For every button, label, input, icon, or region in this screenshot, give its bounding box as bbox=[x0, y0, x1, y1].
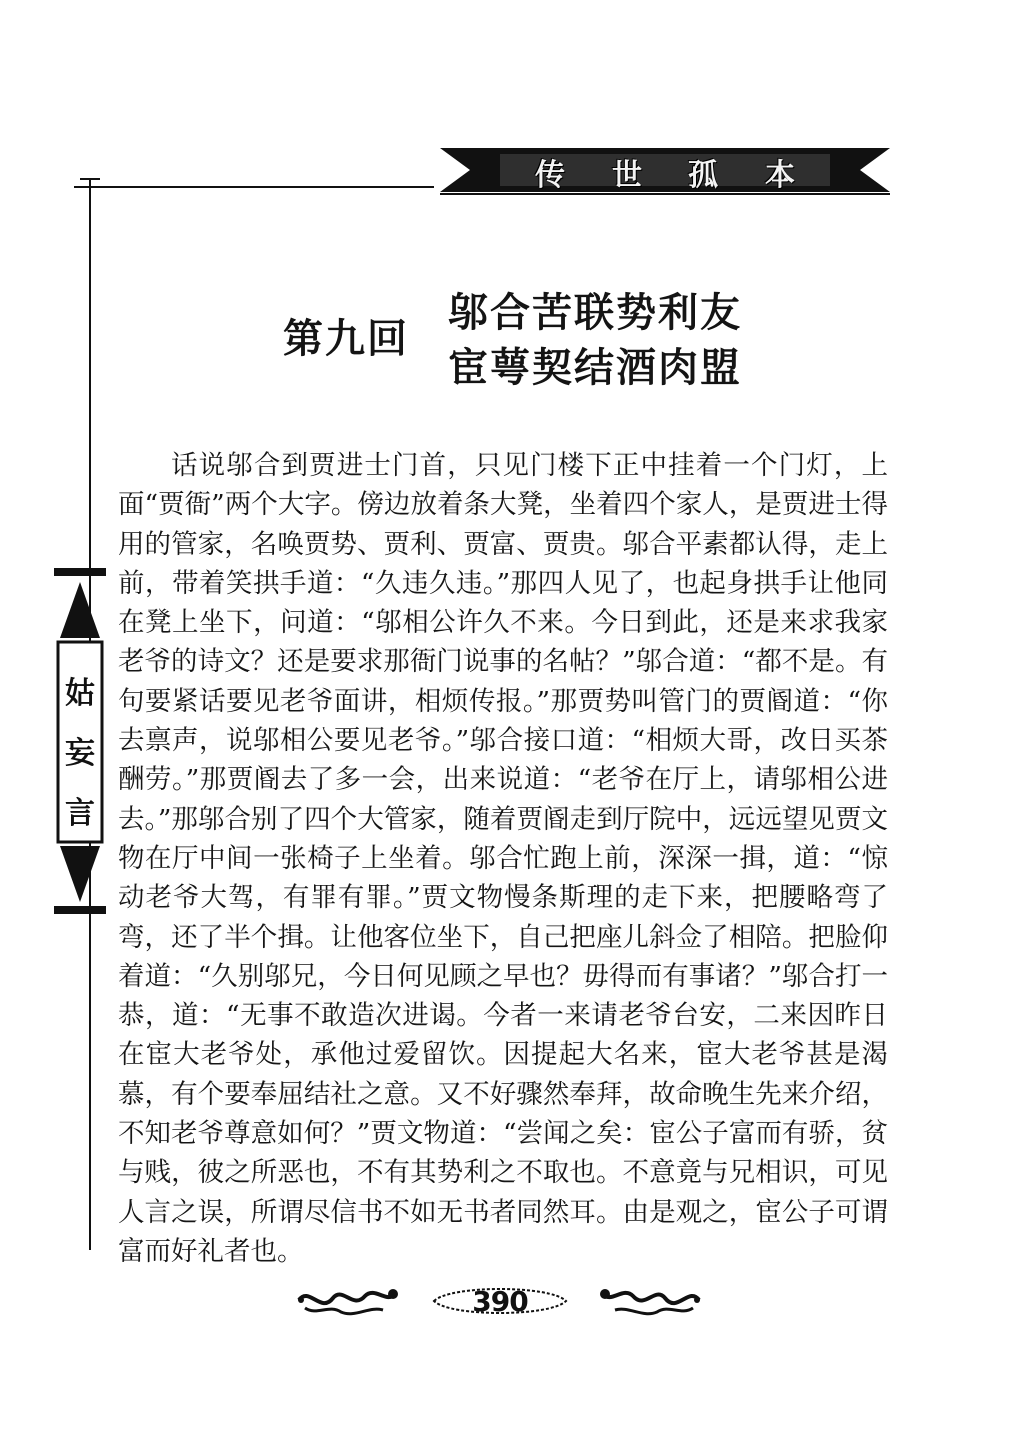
dragon-ornament-right-icon bbox=[598, 1280, 703, 1320]
down-arrow-icon bbox=[60, 846, 100, 902]
side-title-char: 姑 bbox=[65, 676, 95, 711]
up-arrow-icon bbox=[60, 582, 100, 638]
series-title-char: 世 bbox=[612, 158, 642, 193]
series-title-char: 本 bbox=[765, 158, 795, 193]
series-banner bbox=[440, 144, 890, 196]
side-title-char: 言 bbox=[65, 796, 95, 831]
side-title-char: 妄 bbox=[65, 736, 95, 771]
chapter-title-line-2: 宦萼契结酒肉盟 bbox=[448, 345, 742, 391]
dragon-ornament-left-icon bbox=[295, 1280, 400, 1320]
header-rule bbox=[74, 186, 434, 188]
body-paragraph: 话说邬合到贾进士门首，只见门楼下正中挂着一个门灯，上面“贾衙”两个大字。傍边放着条大凳，坐着四个家人，是贾进士得用的管家，名唤贾势、贾利、贾富、贾贵。邬合平素都认得，走上前，带着笑拱手道：“久违久违。”那四人见了，也起身拱手让他同在凳上坐下，问道：“邬相公许久不来。今日到此，还是来求我家老爷的诗文？还是要求那衙门说事的名帖？”邬合道：“都不是。有句要紧话要见老爷面讲，相烦传报。”那贾势叫管门的贾阍道：“你去禀声，说邬相公要见老爷。”邬合接口道：“相烦大哥，改日买茶酬劳。”那贾阍去了多一会，出来说道：“老爷在厅上，请邬相公进去。”那邬合别了四个大管家，随着贾阍走到厅院中，远远望见贾文物在厅中间一张椅子上坐着。邬合忙跑上前，深深一揖，道：“惊动老爷大驾，有罪有罪。”贾文物慢条斯理的走下来，把腰略弯了弯，还了半个揖。让他客位坐下，自己把座儿斜佥了相陪。把脸仰着道：“久别邬兄，今日何见顾之早也？毋得而有事诸？”邬合打一恭，道：“无事不敢造次进谒。今者一来请老爷台安，二来因昨日在宦大老爷处，承他过爱留饮。因提起大名来，宦大老爷甚是渴慕，有个要奉屈结社之意。又不好骤然奉拜，故命晚生先来介绍，不知老爷尊意如何？”贾文物道：“尝闻之矣：宦公子富而有骄，贫与贱，彼之所恶也，不有其势利之不取也。不意竟与兄相识，可见人言之误，所谓尽信书不如无书者同然耳。由是观之，宦公子可谓富而好礼者也。 bbox=[118, 450, 888, 1267]
page-number: 390 bbox=[472, 1285, 528, 1318]
chapter-number: 第九回 bbox=[283, 316, 409, 362]
page-number-plaque bbox=[430, 1283, 570, 1319]
series-title-char: 传 bbox=[535, 158, 565, 193]
chapter-title-line-1: 邬合苦联势利友 bbox=[448, 290, 742, 336]
series-title-char: 孤 bbox=[688, 158, 718, 193]
